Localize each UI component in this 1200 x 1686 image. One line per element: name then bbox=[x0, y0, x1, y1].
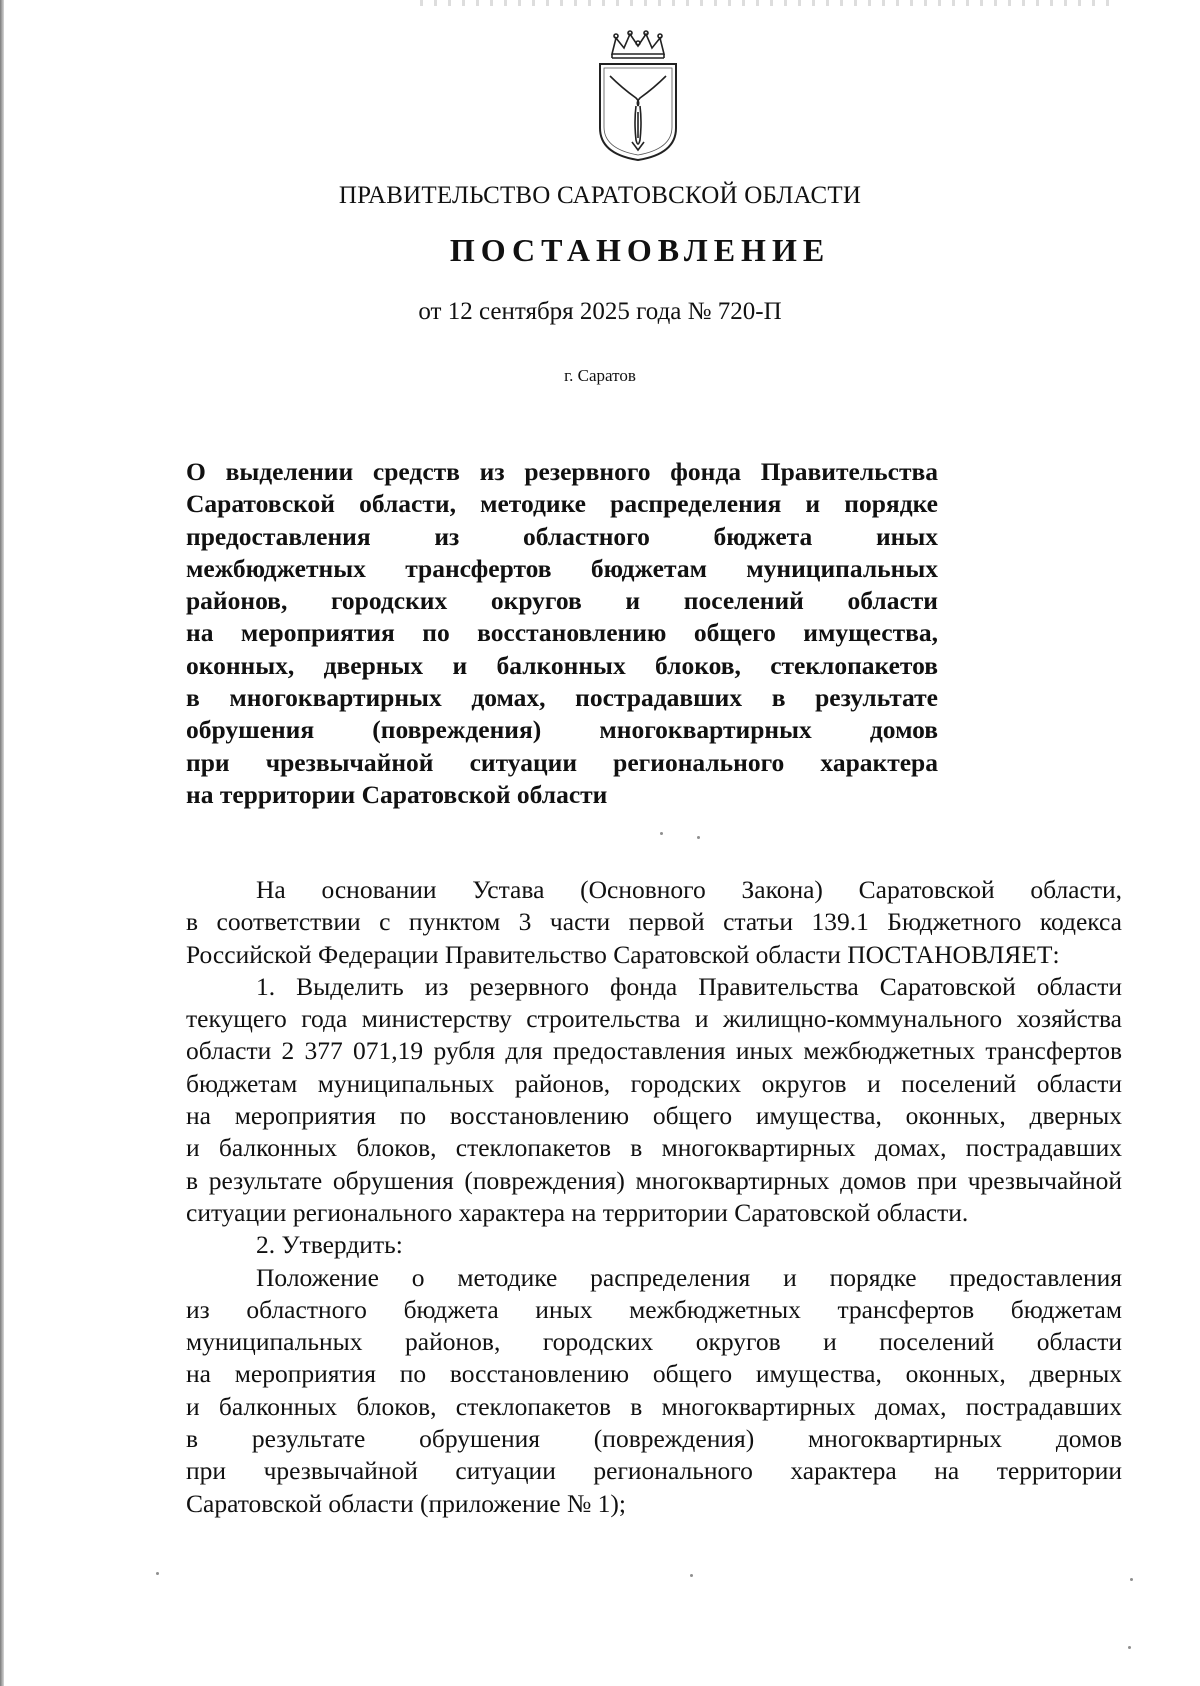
body-line: в соответствии с пунктом 3 части первой статьи 139.1 Бюджетного кодекса bbox=[186, 907, 1122, 937]
body-line: текущего года министерству строительства и жилищно-коммунального хозяйства bbox=[186, 1004, 1122, 1034]
document-city: г. Саратов bbox=[564, 366, 636, 385]
title-line: при чрезвычайной ситуации регионального характера bbox=[186, 747, 938, 777]
scan-noise bbox=[420, 0, 1120, 6]
organization-name: ПРАВИТЕЛЬСТВО САРАТОВСКОЙ ОБЛАСТИ bbox=[338, 182, 862, 209]
body-line: На основании Устава (Основного Закона) Саратовской области, bbox=[256, 875, 1122, 904]
scan-speck bbox=[1128, 1646, 1131, 1649]
title-line: районов, городских округов и поселений области bbox=[186, 586, 938, 616]
body-line: муниципальных районов, городских округов и поселений области bbox=[186, 1327, 1122, 1357]
title-line: обрушения (повреждения) многоквартирных домов bbox=[186, 715, 938, 745]
scan-speck bbox=[156, 1572, 159, 1575]
scan-speck bbox=[697, 836, 700, 839]
title-line: предоставления из областного бюджета иных bbox=[186, 521, 938, 551]
title-line: на мероприятия по восстановлению общего имущества, bbox=[186, 618, 938, 648]
saratov-coat-of-arms-icon bbox=[596, 30, 680, 162]
document-body bbox=[186, 874, 1122, 1520]
document-title bbox=[186, 456, 938, 811]
body-line: в результате обрушения (повреждения) многоквартирных домов bbox=[186, 1424, 1122, 1454]
title-line: Саратовской области, методике распределения и порядке bbox=[186, 489, 938, 519]
body-line: и балконных блоков, стеклопакетов в многоквартирных домах, пострадавших bbox=[186, 1391, 1122, 1421]
body-line: на мероприятия по восстановлению общего имущества, оконных, дверных bbox=[186, 1101, 1122, 1131]
body-line: Российской Федерации Правительство Саратовской области ПОСТАНОВЛЯЕТ: bbox=[186, 939, 1060, 969]
body-line: при чрезвычайной ситуации регионального характера на территории bbox=[186, 1456, 1122, 1486]
scan-speck bbox=[1130, 1578, 1133, 1581]
body-line: из областного бюджета иных межбюджетных трансфертов бюджетам bbox=[186, 1294, 1122, 1324]
body-line: на мероприятия по восстановлению общего имущества, оконных, дверных bbox=[186, 1359, 1122, 1389]
title-line: в многоквартирных домах, пострадавших в результате bbox=[186, 683, 938, 713]
document-type-heading: ПОСТАНОВЛЕНИЕ bbox=[449, 232, 831, 268]
scan-speck bbox=[690, 1574, 693, 1577]
body-line: области 2 377 071,19 рубля для предоставления иных межбюджетных трансфертов bbox=[186, 1036, 1122, 1066]
scan-speck bbox=[660, 832, 663, 835]
body-line: и балконных блоков, стеклопакетов в многоквартирных домах, пострадавших bbox=[186, 1133, 1122, 1163]
title-line: межбюджетных трансфертов бюджетам муниципальных bbox=[186, 553, 938, 583]
document-date-number: от 12 сентября 2025 года № 720-П bbox=[418, 298, 782, 325]
title-line: О выделении средств из резервного фонда Правительства bbox=[186, 457, 938, 486]
body-line: ситуации регионального характера на территории Саратовской области. bbox=[186, 1197, 969, 1227]
body-line: Положение о методике распределения и порядке предоставления bbox=[256, 1262, 1122, 1292]
body-line: 2. Утвердить: bbox=[256, 1230, 403, 1260]
body-line: в результате обрушения (повреждения) многоквартирных домов при чрезвычайной bbox=[186, 1165, 1122, 1195]
body-line: бюджетам муниципальных районов, городских округов и поселений области bbox=[186, 1068, 1122, 1098]
title-line: на территории Саратовской области bbox=[186, 779, 608, 809]
title-line: оконных, дверных и балконных блоков, стеклопакетов bbox=[186, 650, 938, 680]
body-line: Саратовской области (приложение № 1); bbox=[186, 1488, 626, 1518]
body-line: 1. Выделить из резервного фонда Правительства Саратовской области bbox=[256, 971, 1122, 1001]
